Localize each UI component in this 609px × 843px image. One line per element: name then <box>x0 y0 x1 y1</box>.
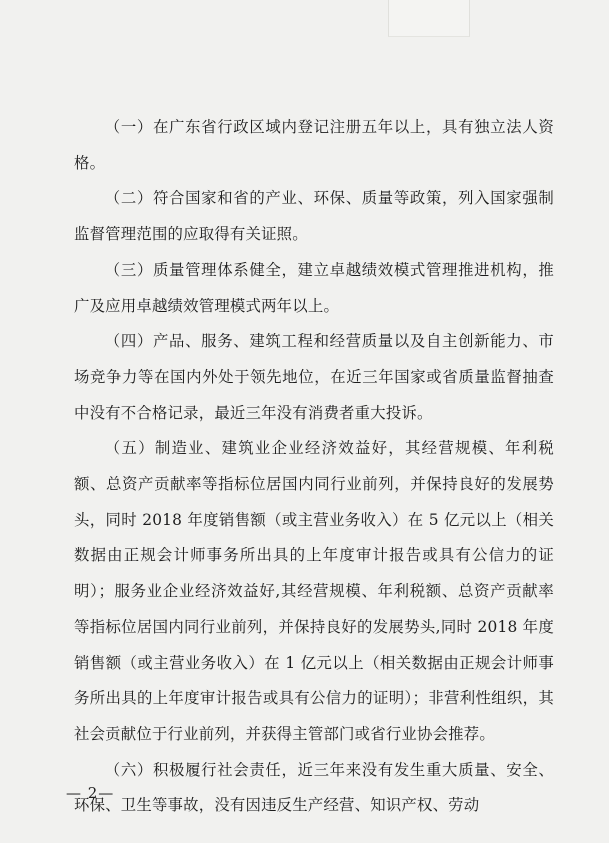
paragraph-4: （四）产品、服务、建筑工程和经营质量以及自主创新能力、市场竞争力等在国内外处于领先地位，在近三年国家或省质量监督抽查中没有不合格记录，最近三年没有消费者重大投诉。 <box>74 332 554 422</box>
binding-mark <box>388 0 470 37</box>
page-number: — 2— <box>66 784 115 802</box>
document-body <box>74 110 554 824</box>
paragraph-2: （二）符合国家和省的产业、环保、质量等政策，列入国家强制监督管理范围的应取得有关证照。 <box>74 189 554 244</box>
paragraph-3: （三）质量管理体系健全，建立卓越绩效模式管理推进机构，推广及应用卓越绩效管理模式两年以上。 <box>74 260 554 315</box>
paragraph-1: （一）在广东省行政区域内登记注册五年以上，具有独立法人资格。 <box>74 118 554 172</box>
paragraph-5: （五）制造业、建筑业企业经济效益好，其经营规模、年利税额、总资产贡献率等指标位居国内同行业前列，并保持良好的发展势头，同时 2018 年度销售额（或主营业务收入）在 5 亿元以上（相关数据由正规会计师事务所出具的上年度审计报告或具有公信力的证明）；服务业企业经济效益好,其经营规模、年利税额、总资产贡献率等指标位居国内同行业前列，并保持良好的发展势头,同时 2018 年度销售额（或主营业务收入）在 1 亿元以上（相关数据由正规会计师事务所出具的上年度审计报告或具有公信力的证明）；非营利性组织，其社会贡献位于行业前列，并获得主管部门或省行业协会推荐。 <box>74 439 554 743</box>
paragraph-6: （六）积极履行社会责任，近三年来没有发生重大质量、安全、环保、卫生等事故，没有因违反生产经营、知识产权、劳动 <box>74 760 554 815</box>
